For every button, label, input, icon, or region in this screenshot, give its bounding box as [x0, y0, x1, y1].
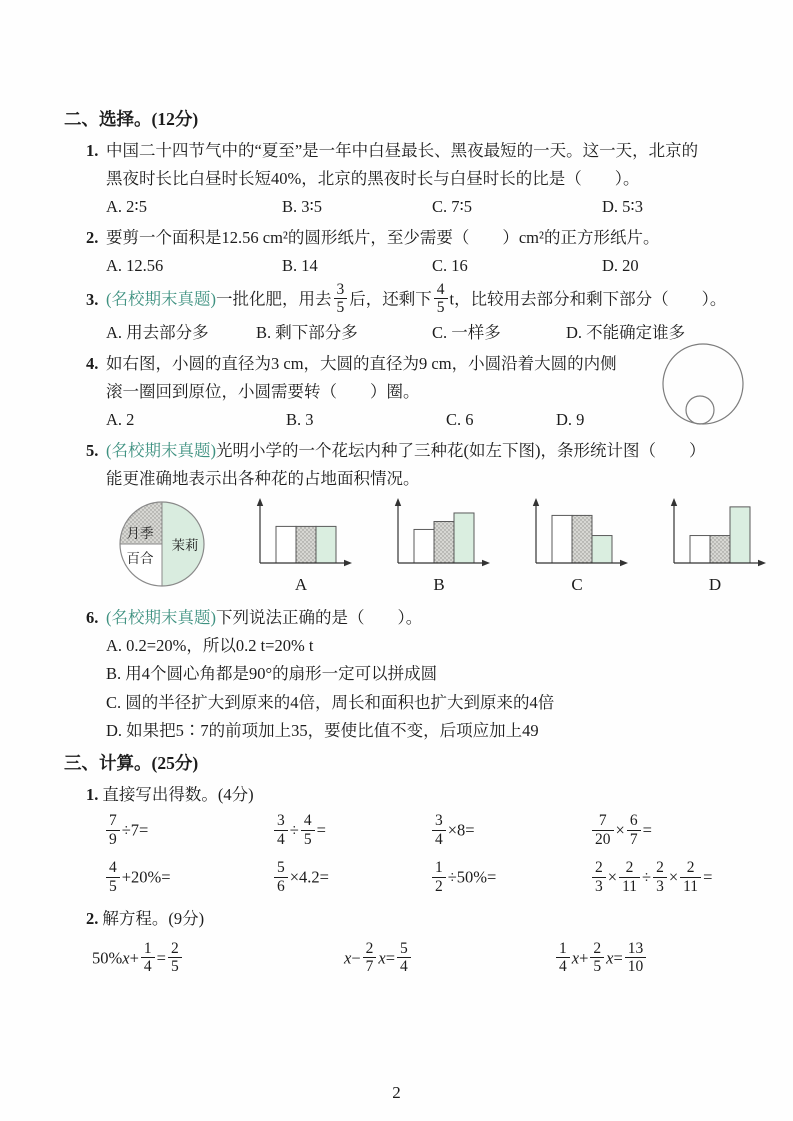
calc-expression [272, 861, 430, 897]
fraction [432, 859, 446, 895]
option-a: A. 用去部分多 [106, 322, 209, 342]
option-a: A. 2 [106, 409, 135, 429]
fraction-denominator: 10 [627, 958, 644, 976]
question-line [86, 437, 741, 465]
text-run: × [668, 868, 679, 887]
fraction-denominator: 11 [622, 877, 637, 895]
fraction [397, 940, 411, 976]
options-row [106, 193, 741, 221]
fraction [556, 940, 570, 976]
fraction [274, 812, 288, 848]
pie-slice-label: 茉莉 [171, 537, 199, 553]
fraction-denominator: 2 [435, 877, 443, 895]
text-run: 光明小学的一个花坛内种了三种花(如左下图)，条形统计图（ ） [216, 440, 706, 460]
direct-calculation-rows [64, 809, 741, 903]
fraction-denominator: 6 [277, 877, 285, 895]
fraction-numerator: 2 [619, 859, 640, 877]
question-number: 1. [86, 141, 99, 160]
fraction [141, 940, 155, 976]
text-run: 如右图，小圆的直径为3 cm，大圆的直径为9 cm，小圆沿着大圆的内侧 [106, 353, 617, 373]
question-number: 4. [86, 353, 99, 373]
fraction [106, 812, 120, 848]
equation-expression [344, 939, 554, 978]
fraction-numerator: 3 [432, 812, 446, 830]
option-c: C. 16 [432, 256, 468, 275]
fraction-numerator: 2 [653, 859, 667, 877]
fraction [274, 859, 288, 895]
fraction-denominator: 7 [629, 830, 638, 848]
text-run: 能更准确地表示出各种花的占地面积情况。 [106, 468, 420, 488]
fraction-denominator: 5 [109, 877, 117, 895]
question-item [86, 350, 741, 434]
calc-expression [430, 861, 590, 897]
text-run: 下列说法正确的是（ ）。 [216, 607, 423, 627]
page-number: 2 [392, 1083, 401, 1102]
question-number: 6. [86, 607, 99, 627]
bar-chart-option [384, 497, 494, 595]
text-run: = [385, 948, 396, 968]
bar-chart-svg [384, 497, 494, 575]
option-a: A. 2∶5 [106, 197, 147, 216]
fraction-denominator: 5 [436, 299, 445, 317]
calculation-row [104, 809, 741, 856]
option-c: C. 圆的半径扩大到原来的4倍，周长和面积也扩大到原来的4倍 [106, 692, 555, 712]
text-run: = [642, 821, 652, 840]
text-run: ÷7= [121, 821, 149, 840]
option-c: C. 一样多 [432, 322, 501, 342]
subheading-number: 2. [86, 908, 99, 928]
option-c: C. 6 [446, 409, 474, 429]
option-b: B. 用4个圆心角都是90°的扇形一定可以拼成圆 [106, 664, 438, 684]
fraction-numerator: 5 [397, 940, 411, 958]
fraction [432, 812, 446, 848]
text-run: 滚一圈回到原位，小圆需要转（ ）圈。 [106, 381, 420, 401]
fraction-numerator: 4 [301, 812, 315, 830]
equation-expression [92, 939, 344, 978]
text-run: 一批化肥，用去 [216, 289, 332, 309]
fraction [301, 812, 315, 848]
question-item [86, 604, 741, 746]
option-a: A. 12.56 [106, 256, 164, 275]
fraction [627, 812, 641, 848]
question-line [86, 224, 741, 252]
fraction-denominator: 7 [365, 958, 374, 976]
choice-questions-list [64, 137, 741, 746]
question-item [86, 137, 741, 221]
math-variable: x [606, 948, 614, 968]
fraction-denominator: 4 [143, 958, 152, 976]
fraction-numerator: 7 [592, 812, 614, 830]
calc-expression [272, 814, 430, 850]
equation-expression [554, 939, 741, 978]
statistics-charts-row [106, 497, 741, 596]
option-b: B. 3∶5 [282, 197, 323, 216]
bar-chart-option [522, 497, 632, 595]
calc-expression [590, 861, 741, 897]
calc-subheading-2 [86, 905, 741, 933]
bar-chart-option [246, 497, 356, 595]
question-line [86, 350, 741, 378]
fraction [106, 859, 120, 895]
flowerbed-pie-chart [106, 497, 218, 596]
fraction [590, 940, 604, 976]
fraction-numerator: 3 [274, 812, 288, 830]
exam-source-tag: (名校期末真题) [106, 289, 216, 309]
fraction [625, 940, 647, 976]
option-d: D. 20 [602, 256, 639, 275]
option-c: C. 7∶5 [432, 197, 473, 216]
fraction-numerator: 1 [556, 940, 570, 958]
calc-expression [104, 861, 272, 897]
calc-expression [104, 814, 272, 850]
text-run: ÷ [642, 868, 652, 887]
text-run: − [351, 948, 361, 968]
calc-expression [590, 814, 741, 850]
question-line [86, 378, 741, 406]
section-calc-heading: 三、计算。(25分) [64, 752, 199, 773]
equation-rows [64, 933, 741, 987]
option-d: D. 9 [556, 409, 585, 429]
fraction-numerator: 7 [106, 812, 120, 830]
fraction [680, 859, 701, 895]
bar-chart-svg [246, 497, 356, 575]
fraction [434, 281, 448, 317]
question-line [86, 604, 741, 632]
fraction-denominator: 4 [559, 958, 567, 976]
question-line [86, 137, 741, 165]
option-b: B. 14 [282, 256, 318, 275]
subheading-text: 解方程。(9分) [102, 908, 205, 928]
option-d: D. 不能确定谁多 [566, 322, 686, 342]
fraction-denominator: 5 [336, 299, 345, 317]
option-b: B. 剩下部分多 [256, 322, 358, 342]
fraction-denominator: 5 [170, 958, 179, 976]
question-line [86, 283, 741, 319]
text-run: 中国二十四节气中的“夏至”是一年中白昼最长、黑夜最短的一天。这一天，北京的 [106, 141, 699, 160]
fraction-numerator: 2 [680, 859, 701, 877]
fraction-denominator: 11 [683, 877, 699, 895]
fraction-numerator: 2 [168, 940, 182, 958]
question-item [86, 283, 741, 347]
options-row [106, 406, 741, 434]
fraction-numerator: 2 [592, 859, 606, 877]
question-number: 5. [86, 440, 99, 460]
section-choice-heading: 二、选择。(12分) [64, 109, 199, 129]
text-run: × [607, 868, 618, 887]
fraction-numerator: 13 [625, 940, 647, 958]
bar-chart-option [660, 497, 770, 595]
text-run: = [613, 948, 623, 968]
text-run: 要剪一个面积是12.56 cm²的圆形纸片，至少需要（ ）cm²的正方形纸片。 [106, 228, 660, 247]
calc-subheading-1 [86, 781, 741, 809]
exam-source-tag: (名校期末真题) [106, 440, 216, 460]
text-run: 50% [92, 948, 123, 968]
bar-chart-letter-label: C [571, 574, 583, 594]
text-run: ×8= [447, 821, 475, 840]
subheading-number: 1. [86, 784, 99, 804]
math-variable: x [344, 948, 352, 968]
fraction-denominator: 4 [400, 958, 408, 976]
fraction [168, 940, 182, 976]
calc-expression [430, 814, 590, 850]
options-row [106, 632, 741, 746]
option-a: A. 0.2=20%，所以0.2 t=20% t [106, 635, 314, 655]
fraction [592, 812, 614, 848]
pie-chart-svg [106, 497, 218, 591]
fraction-numerator: 2 [590, 940, 604, 958]
fraction-numerator: 5 [274, 859, 288, 877]
text-run: t，比较用去部分和剩下部分（ ）。 [449, 289, 727, 309]
option-d: D. 如果把5∶7的前项加上35，要使比值不变，后项应加上49 [106, 721, 539, 741]
option-b: B. 3 [286, 409, 314, 429]
text-run: +20%= [121, 868, 171, 887]
text-run: ÷50%= [447, 868, 497, 887]
fraction-denominator: 3 [595, 877, 603, 895]
fraction-numerator: 1 [432, 859, 446, 877]
text-run: 后，还剩下 [349, 289, 432, 309]
fraction-numerator: 6 [627, 812, 641, 830]
fraction-numerator: 2 [363, 940, 377, 958]
question-number: 3. [86, 289, 99, 309]
fraction [363, 940, 377, 976]
bar-chart-letter-label: A [294, 574, 308, 594]
fraction-numerator: 4 [434, 281, 448, 299]
fraction-denominator: 5 [303, 830, 312, 848]
text-run: ×4.2= [289, 868, 329, 887]
option-d: D. 5∶3 [602, 197, 643, 216]
text-run: ÷ [289, 821, 299, 840]
options-row [106, 319, 741, 347]
fraction [592, 859, 606, 895]
pie-slice-label: 月季 [126, 525, 154, 541]
bar-chart-svg [522, 497, 632, 575]
fraction-denominator: 4 [277, 830, 285, 848]
question-number: 2. [86, 228, 99, 247]
math-variable: x [378, 948, 386, 968]
equations-row [92, 933, 741, 987]
question-item [86, 437, 741, 596]
subheading-text: 直接写出得数。(4分) [102, 784, 254, 804]
question-line [86, 465, 741, 493]
fraction-denominator: 3 [656, 877, 664, 895]
options-row [106, 252, 741, 280]
fraction [334, 281, 348, 317]
fraction [619, 859, 640, 895]
fraction-denominator: 5 [593, 958, 602, 976]
pie-slice-label: 百合 [126, 550, 154, 566]
exam-source-tag: (名校期末真题) [106, 607, 216, 627]
text-run: 黑夜时长比白昼时长短40%，北京的黑夜时长与白昼时长的比是（ ）。 [106, 169, 640, 188]
math-variable: x [122, 948, 130, 968]
fraction-denominator: 9 [109, 830, 117, 848]
fraction-numerator: 4 [106, 859, 120, 877]
question-line [86, 165, 741, 193]
text-run: = [703, 868, 713, 887]
bar-chart-letter-label: D [708, 574, 722, 594]
text-run: = [316, 821, 326, 840]
big-small-circle-diagram [655, 340, 751, 432]
text-run: + [129, 948, 139, 968]
fraction-denominator: 4 [435, 830, 443, 848]
bar-chart-svg [660, 497, 770, 575]
text-run: + [579, 948, 589, 968]
fraction-numerator: 1 [141, 940, 155, 958]
fraction-numerator: 3 [334, 281, 348, 299]
fraction [653, 859, 667, 895]
fraction-denominator: 20 [595, 830, 611, 848]
text-run: = [156, 948, 166, 968]
calculation-row [104, 856, 741, 903]
rolling-circles-figure [655, 340, 751, 437]
text-run: × [615, 821, 625, 840]
math-variable: x [571, 948, 580, 968]
bar-chart-letter-label: B [433, 574, 445, 594]
question-item [86, 224, 741, 280]
